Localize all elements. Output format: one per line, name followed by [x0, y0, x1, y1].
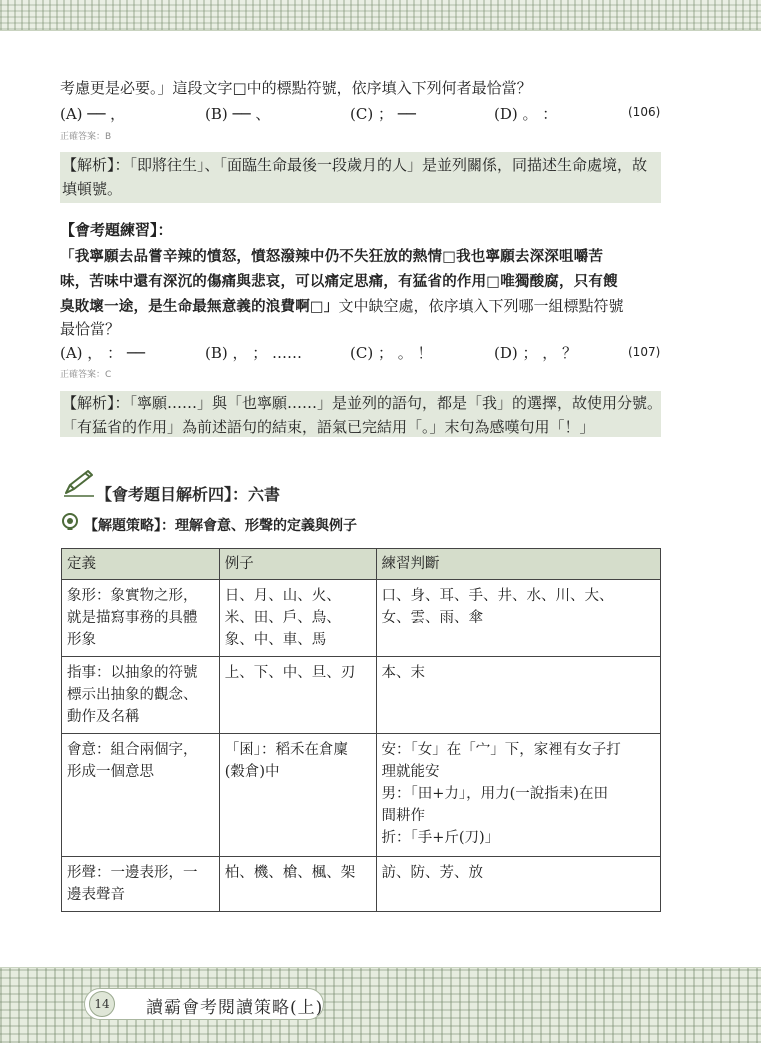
- practice-quote-last: 臭敗壞一途，是生命最無意義的浪費啊□」文中缺空處，依序填入下列哪一組標點符號: [60, 297, 624, 315]
- table-row: [62, 857, 661, 912]
- definition-cell: 象形：象實物之形， 就是描寫事務的具體 形象: [62, 580, 220, 657]
- six-writing-table: [61, 548, 661, 912]
- book-title: 讀霸會考閱讀策略(上): [146, 998, 324, 1018]
- top-decorative-band: [0, 0, 761, 31]
- practice-cell: 口、身、耳、手、井、水、川、大、 女、雲、雨、傘: [376, 580, 661, 657]
- q1-stem-tail: 考慮更是必要。」這段文字□中的標點符號，依序填入下列何者最恰當？: [60, 79, 532, 97]
- explain-line: 【解析】：「即將往生」、「面臨生命最後一段歲月的人」是並列關係，同描述生命處境，故: [62, 156, 648, 174]
- examples-cell: 上、下、中、旦、刃: [219, 657, 376, 734]
- table-header-row: [62, 549, 661, 580]
- lightbulb-icon: [61, 513, 79, 531]
- strategy-subheading: 【解題策略】：理解會意、形聲的定義與例子: [84, 518, 357, 534]
- page-number: 14: [89, 991, 115, 1017]
- q1-option-d: (D) 。 ：: [494, 105, 558, 123]
- practice-cell: 安：「女」在「宀」下，家裡有女子打 理就能安 男：「田+力」，用力(一說指耒)在田 間耕作 折：「手+斤(刀)」: [376, 734, 661, 857]
- practice-option-c: (C) ； 。 ！: [350, 344, 433, 362]
- header-practice: 練習判斷: [376, 549, 661, 580]
- pencil-icon: [62, 468, 96, 498]
- table-row: [62, 657, 661, 734]
- definition-cell: 形聲：一邊表形，一 邊表聲音: [62, 857, 220, 912]
- practice-cell: 本、末: [376, 657, 661, 734]
- practice-quote-line: 味，苦味中還有深沉的傷痛與悲哀，可以痛定思痛，有猛省的作用□唯獨酸腐，只有餿: [60, 273, 618, 290]
- definition-cell: 會意：組合兩個字， 形成一個意思: [62, 734, 220, 857]
- practice-option-a: (A) ， ： ──: [60, 344, 145, 362]
- q1-option-b: (B) ── 、: [205, 105, 271, 123]
- practice-explanation: [60, 391, 661, 437]
- practice-option-b: (B) ， ； ……: [205, 344, 303, 362]
- header-definition: 定義: [62, 549, 220, 580]
- q1-option-c: (C) ； ──: [350, 105, 416, 123]
- practice-answer: 正確答案：C: [60, 370, 112, 380]
- examples-cell: 柏、機、槍、楓、架: [219, 857, 376, 912]
- table-row: [62, 734, 661, 857]
- q1-explanation: [60, 152, 661, 203]
- q1-year: (106): [628, 105, 661, 119]
- practice-cell: 訪、防、芳、放: [376, 857, 661, 912]
- q1-option-a: (A) ── ，: [60, 105, 126, 123]
- examples-cell: 日、月、山、火、 米、田、戶、鳥、 象、中、車、馬: [219, 580, 376, 657]
- practice-stem-end: 最恰當？: [60, 320, 121, 338]
- examples-cell: 「囷」：稻禾在倉廩 (穀倉)中: [219, 734, 376, 857]
- practice-quote-line: 「我寧願去品嘗辛辣的憤怒，憤怒潑辣中仍不失狂放的熱情□我也寧願去深深咀嚼苦: [60, 248, 604, 265]
- practice-heading: 【會考題練習】：: [60, 221, 173, 239]
- explain-line: 【解析】：「寧願……」與「也寧願……」是並列的語句，都是「我」的選擇，故使用分號。: [62, 394, 663, 412]
- q1-answer: 正確答案：B: [60, 132, 112, 142]
- table-row: [62, 580, 661, 657]
- definition-cell: 指事：以抽象的符號 標示出抽象的觀念、 動作及名稱: [62, 657, 220, 734]
- explain-line: 填頓號。: [62, 180, 123, 198]
- section-title: 【會考題目解析四】：六書: [96, 485, 281, 504]
- explain-line: 「有猛省的作用」為前述語句的結束，語氣已完結用「。」末句為感嘆句用「！」: [62, 418, 595, 436]
- practice-option-d: (D) ； ， ？: [494, 344, 578, 362]
- practice-year: (107): [628, 345, 661, 359]
- header-examples: 例子: [219, 549, 376, 580]
